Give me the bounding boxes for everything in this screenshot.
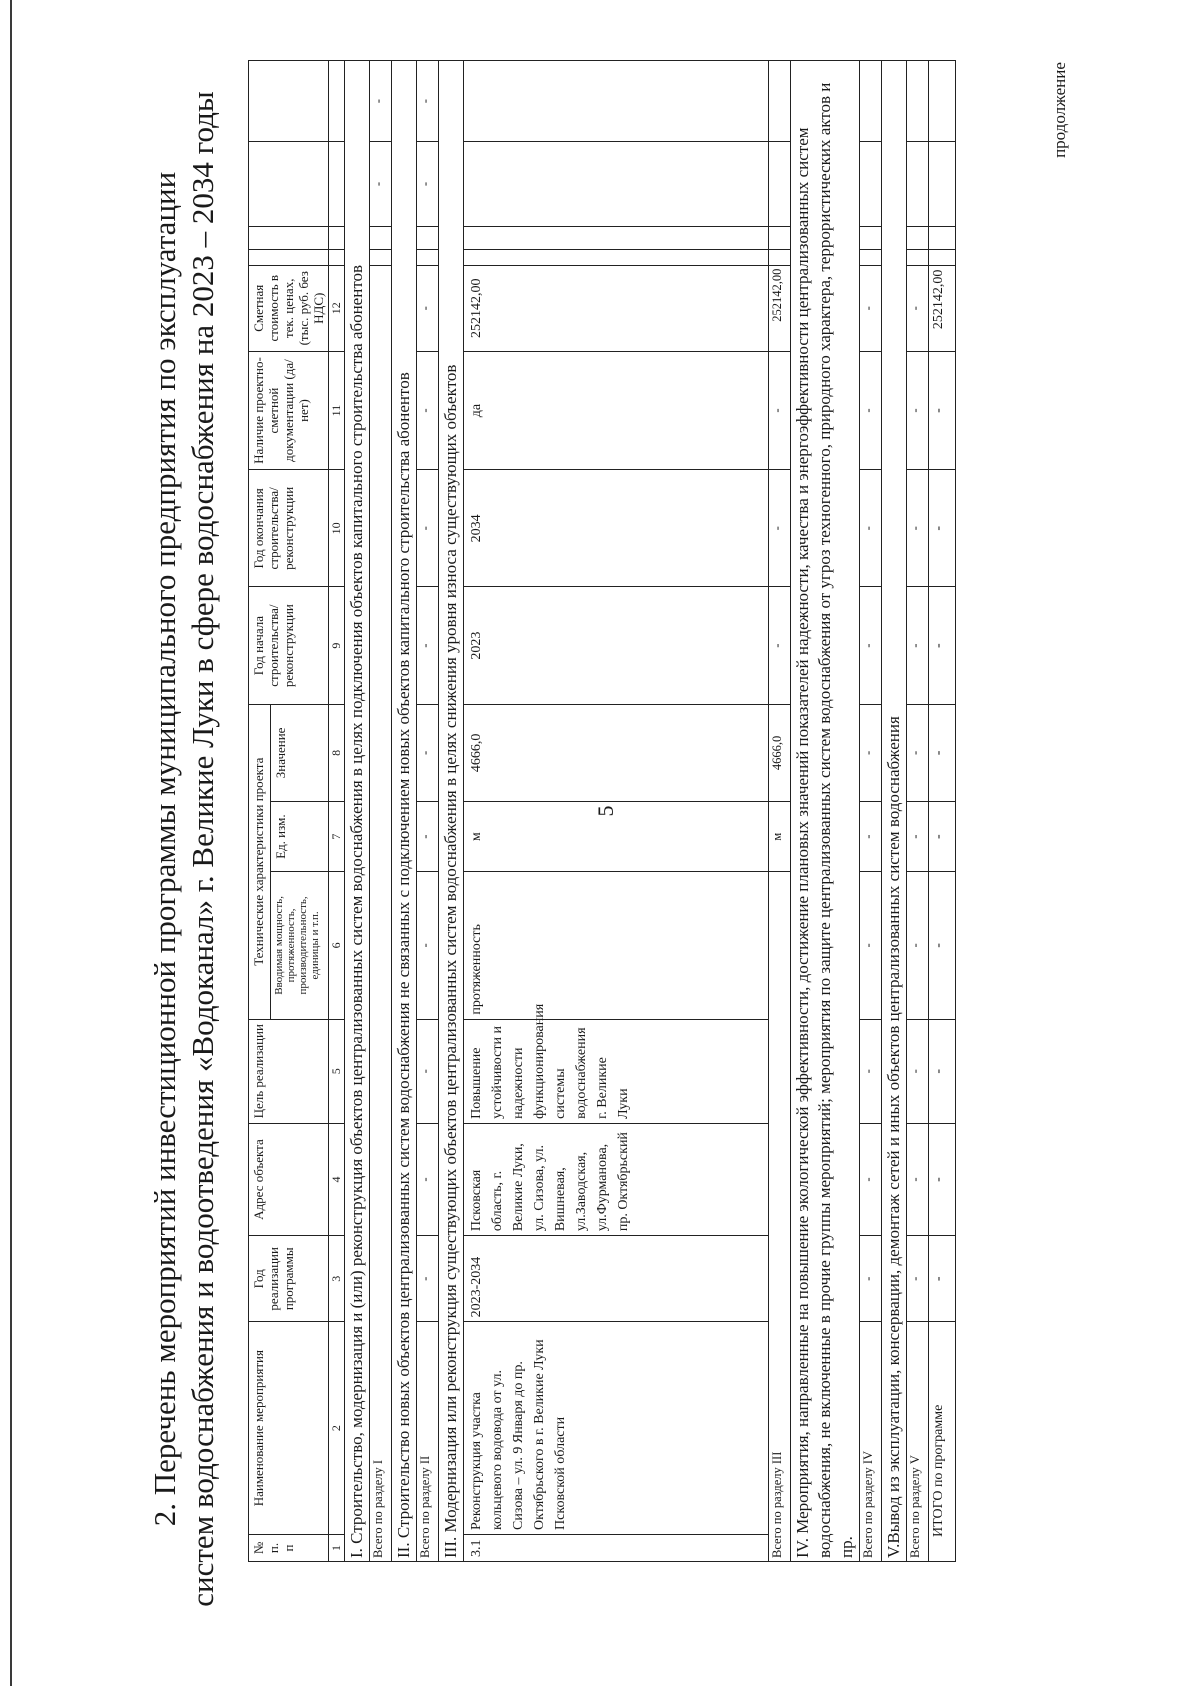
- section-4-heading: [791, 61, 860, 1562]
- section-5-total-label: Всего по разделу V: [907, 1322, 929, 1562]
- column-number: 8: [329, 704, 345, 801]
- header-tech: Технические характеристики проекта: [249, 704, 271, 1019]
- grand-total-label: ИТОГО по программе: [929, 1322, 956, 1562]
- dash-cell: -: [417, 61, 439, 142]
- section-1-total-label: Всего по разделу I: [370, 265, 392, 1561]
- empty-cell: [929, 249, 956, 265]
- header-capacity: Вводимая мощность, протяженность, производительность, единицы и т.п.: [270, 872, 328, 1019]
- row-3-1-docs: да: [464, 351, 769, 469]
- section-2-title: II. Строительство новых объектов централизованных систем водоснабжения не связанных с подключением новых объектов капитального строительства абонентов: [392, 61, 417, 1562]
- empty-cell: [329, 249, 345, 265]
- row-3-1-no: 3.1: [464, 1534, 769, 1561]
- dash-cell: -: [929, 1019, 956, 1123]
- section-3-total-label: Всего по разделу III: [769, 872, 791, 1562]
- dash-cell: -: [860, 704, 882, 801]
- column-number: 11: [329, 351, 345, 469]
- dash-cell: -: [929, 872, 956, 1019]
- section-1-total-dash: -: [370, 61, 392, 142]
- dash-cell: -: [929, 351, 956, 469]
- dash-cell: -: [860, 872, 882, 1019]
- dash-cell: -: [929, 587, 956, 704]
- row-3-1-start: 2023: [464, 587, 769, 704]
- dash-cell: -: [860, 802, 882, 872]
- column-number: 3: [329, 1236, 345, 1322]
- section-2-total-row: [417, 61, 439, 1562]
- section-5-total-row: [907, 61, 929, 1562]
- column-numbers-row: [329, 61, 345, 1562]
- dash-cell: -: [907, 587, 929, 704]
- header-empty-2: [249, 226, 329, 249]
- empty-cell: [417, 249, 439, 265]
- dash-cell: -: [929, 1123, 956, 1235]
- empty-cell: [860, 249, 882, 265]
- column-number: 5: [329, 1019, 345, 1123]
- section-2-total-label: Всего по разделу II: [417, 1322, 439, 1562]
- dash-cell: -: [907, 1123, 929, 1235]
- header-empty-4: [249, 61, 329, 142]
- empty-cell: [464, 61, 769, 142]
- empty-cell: [464, 249, 769, 265]
- dash-cell: -: [860, 587, 882, 704]
- empty-cell: [464, 142, 769, 226]
- dash-cell: -: [860, 1019, 882, 1123]
- section-5-heading: [882, 61, 907, 1562]
- section-5-title: V.Вывод из эксплуатации, консервации, демонтаж сетей и иных объектов централизованных систем водоснабжения: [882, 61, 907, 1562]
- dash-cell: -: [769, 587, 791, 704]
- section-3-total-value: 4666,0: [769, 704, 791, 801]
- row-3-1-name: Реконструкция участка кольцевого водовода от ул. Сизова – ул. 9 Января до пр. Октябрьского в г. Великие Луки Псковской области: [464, 1322, 769, 1535]
- empty-cell: [907, 226, 929, 249]
- dash-cell: -: [907, 1236, 929, 1322]
- dash-cell: -: [417, 587, 439, 704]
- dash-cell: -: [907, 802, 929, 872]
- rotated-sheet: [146, 58, 946, 1640]
- column-number: 2: [329, 1322, 345, 1535]
- grand-total-cost: 252142,00: [929, 265, 956, 351]
- empty-cell: [860, 226, 882, 249]
- dash-cell: -: [860, 351, 882, 469]
- section-1-heading: [345, 61, 370, 1562]
- section-3-heading: [439, 61, 464, 1562]
- empty-cell: [769, 249, 791, 265]
- dash-cell: -: [417, 872, 439, 1019]
- column-number: 6: [329, 872, 345, 1019]
- dash-cell: -: [860, 470, 882, 587]
- empty-cell: [929, 226, 956, 249]
- page-left-border: [10, 0, 12, 1686]
- row-3-1-unit: м: [464, 802, 769, 872]
- dash-cell: -: [929, 470, 956, 587]
- section-3-total-cost: 252142,00: [769, 265, 791, 351]
- measures-table: [248, 60, 956, 1562]
- table-row: [464, 61, 769, 1562]
- continued-label: продолжение: [1050, 62, 1069, 158]
- column-number: 12: [329, 265, 345, 351]
- section-1-total-dash: -: [370, 142, 392, 226]
- empty-cell: [370, 249, 392, 265]
- dash-cell: -: [417, 802, 439, 872]
- dash-cell: -: [417, 1123, 439, 1235]
- dash-cell: -: [907, 872, 929, 1019]
- row-3-1-value: 4666,0: [464, 704, 769, 801]
- empty-cell: [370, 226, 392, 249]
- header-no: № п. п: [249, 1534, 329, 1561]
- section-1-title: I. Строительство, модернизация и (или) реконструкция объектов централизованных систем водоснабжения в целях подключения объектов капитального строительства абонентов: [345, 61, 370, 1562]
- row-3-1-goal: Повышение устойчивости и надежности функционирования системы водоснабжения г. Великие Луки: [464, 1019, 769, 1123]
- empty-cell: [769, 61, 791, 142]
- dash-cell: -: [417, 704, 439, 801]
- header-empty-1: [249, 249, 329, 265]
- title-line-2: систем водоснабжения и водоотведения «Водоканал» г. Великие Луки в сфере водоснабжения на 2023 – 2034 годы: [185, 91, 220, 1607]
- column-number: 1: [329, 1534, 345, 1561]
- dash-cell: -: [860, 265, 882, 351]
- empty-cell: [907, 61, 929, 142]
- header-docs: Наличие проектно-сметной документации (да/нет): [249, 351, 329, 469]
- dash-cell: -: [929, 704, 956, 801]
- column-number: 9: [329, 587, 345, 704]
- empty-cell: [769, 142, 791, 226]
- empty-cell: [464, 226, 769, 249]
- dash-cell: -: [907, 265, 929, 351]
- dash-cell: -: [417, 1019, 439, 1123]
- dash-cell: -: [769, 470, 791, 587]
- header-goal: Цель реализации: [249, 1019, 329, 1123]
- header-value: Значение: [270, 704, 328, 801]
- header-address: Адрес объекта: [249, 1123, 329, 1235]
- header-empty-3: [249, 142, 329, 226]
- column-number: 10: [329, 470, 345, 587]
- title-line-1: 2. Перечень мероприятий инвестиционной программы муниципального предприятия по эксплуатации: [147, 171, 182, 1527]
- dash-cell: -: [907, 470, 929, 587]
- dash-cell: -: [417, 142, 439, 226]
- dash-cell: -: [929, 802, 956, 872]
- document-title: [146, 58, 222, 1640]
- dash-cell: -: [417, 351, 439, 469]
- section-1-total-row: [370, 61, 392, 1562]
- header-cost: Сметная стоимость в тек. ценах, (тыс. руб. без НДС): [249, 265, 329, 351]
- header-row: [249, 61, 271, 1562]
- dash-cell: -: [860, 1123, 882, 1235]
- page-number: 5: [593, 805, 618, 817]
- row-3-1-year: 2023-2034: [464, 1236, 769, 1322]
- section-4-total-label: Всего по разделу IV: [860, 1322, 882, 1562]
- row-3-1-cost: 252142,00: [464, 265, 769, 351]
- section-4-title: IV. Мероприятия, направленные на повышение экологической эффективности, достижение плановых значений показателей надежности, качества и энергоэффективности централизованных систем водоснабжения, не включенные в прочие группы мероприятий; мероприятия по защите централизованных систем водоснабжения от угроз техногенного, природного характера, террористических актов и пр.: [791, 61, 860, 1562]
- section-3-total-row: [769, 61, 791, 1562]
- dash-cell: -: [769, 351, 791, 469]
- row-3-1-end: 2034: [464, 470, 769, 587]
- header-end: Год окончания строительства/ реконструкции: [249, 470, 329, 587]
- dash-cell: -: [907, 1019, 929, 1123]
- header-unit: Ед. изм.: [270, 802, 328, 872]
- section-2-heading: [392, 61, 417, 1562]
- empty-cell: [860, 61, 882, 142]
- empty-cell: [417, 226, 439, 249]
- section-4-total-row: [860, 61, 882, 1562]
- header-year: Год реализации программы: [249, 1236, 329, 1322]
- dash-cell: -: [417, 265, 439, 351]
- empty-cell: [329, 142, 345, 226]
- dash-cell: -: [417, 1236, 439, 1322]
- dash-cell: -: [860, 1236, 882, 1322]
- empty-cell: [329, 61, 345, 142]
- empty-cell: [907, 249, 929, 265]
- empty-cell: [769, 226, 791, 249]
- empty-cell: [860, 142, 882, 226]
- dash-cell: -: [907, 351, 929, 469]
- empty-cell: [907, 142, 929, 226]
- column-number: 7: [329, 802, 345, 872]
- empty-cell: [329, 226, 345, 249]
- header-start: Год начала строительства/ реконструкции: [249, 587, 329, 704]
- dash-cell: -: [929, 1236, 956, 1322]
- grand-total-row: [929, 61, 956, 1562]
- empty-cell: [929, 142, 956, 226]
- row-3-1-address: Псковская область, г. Великие Луки, ул. Сизова, ул. Вишневая, ул.Заводская, ул.Фурманова, пр. Октябрьский: [464, 1123, 769, 1235]
- section-3-title: III. Модернизация или реконструкция существующих объектов централизованных систем водоснабжения в целях снижения уровня износа существующих объектов: [439, 61, 464, 1562]
- row-3-1-capacity: протяженность: [464, 872, 769, 1019]
- dash-cell: -: [907, 704, 929, 801]
- section-3-total-unit: м: [769, 802, 791, 872]
- column-number: 4: [329, 1123, 345, 1235]
- empty-cell: [929, 61, 956, 142]
- dash-cell: -: [417, 470, 439, 587]
- header-name: Наименование мероприятия: [249, 1322, 329, 1535]
